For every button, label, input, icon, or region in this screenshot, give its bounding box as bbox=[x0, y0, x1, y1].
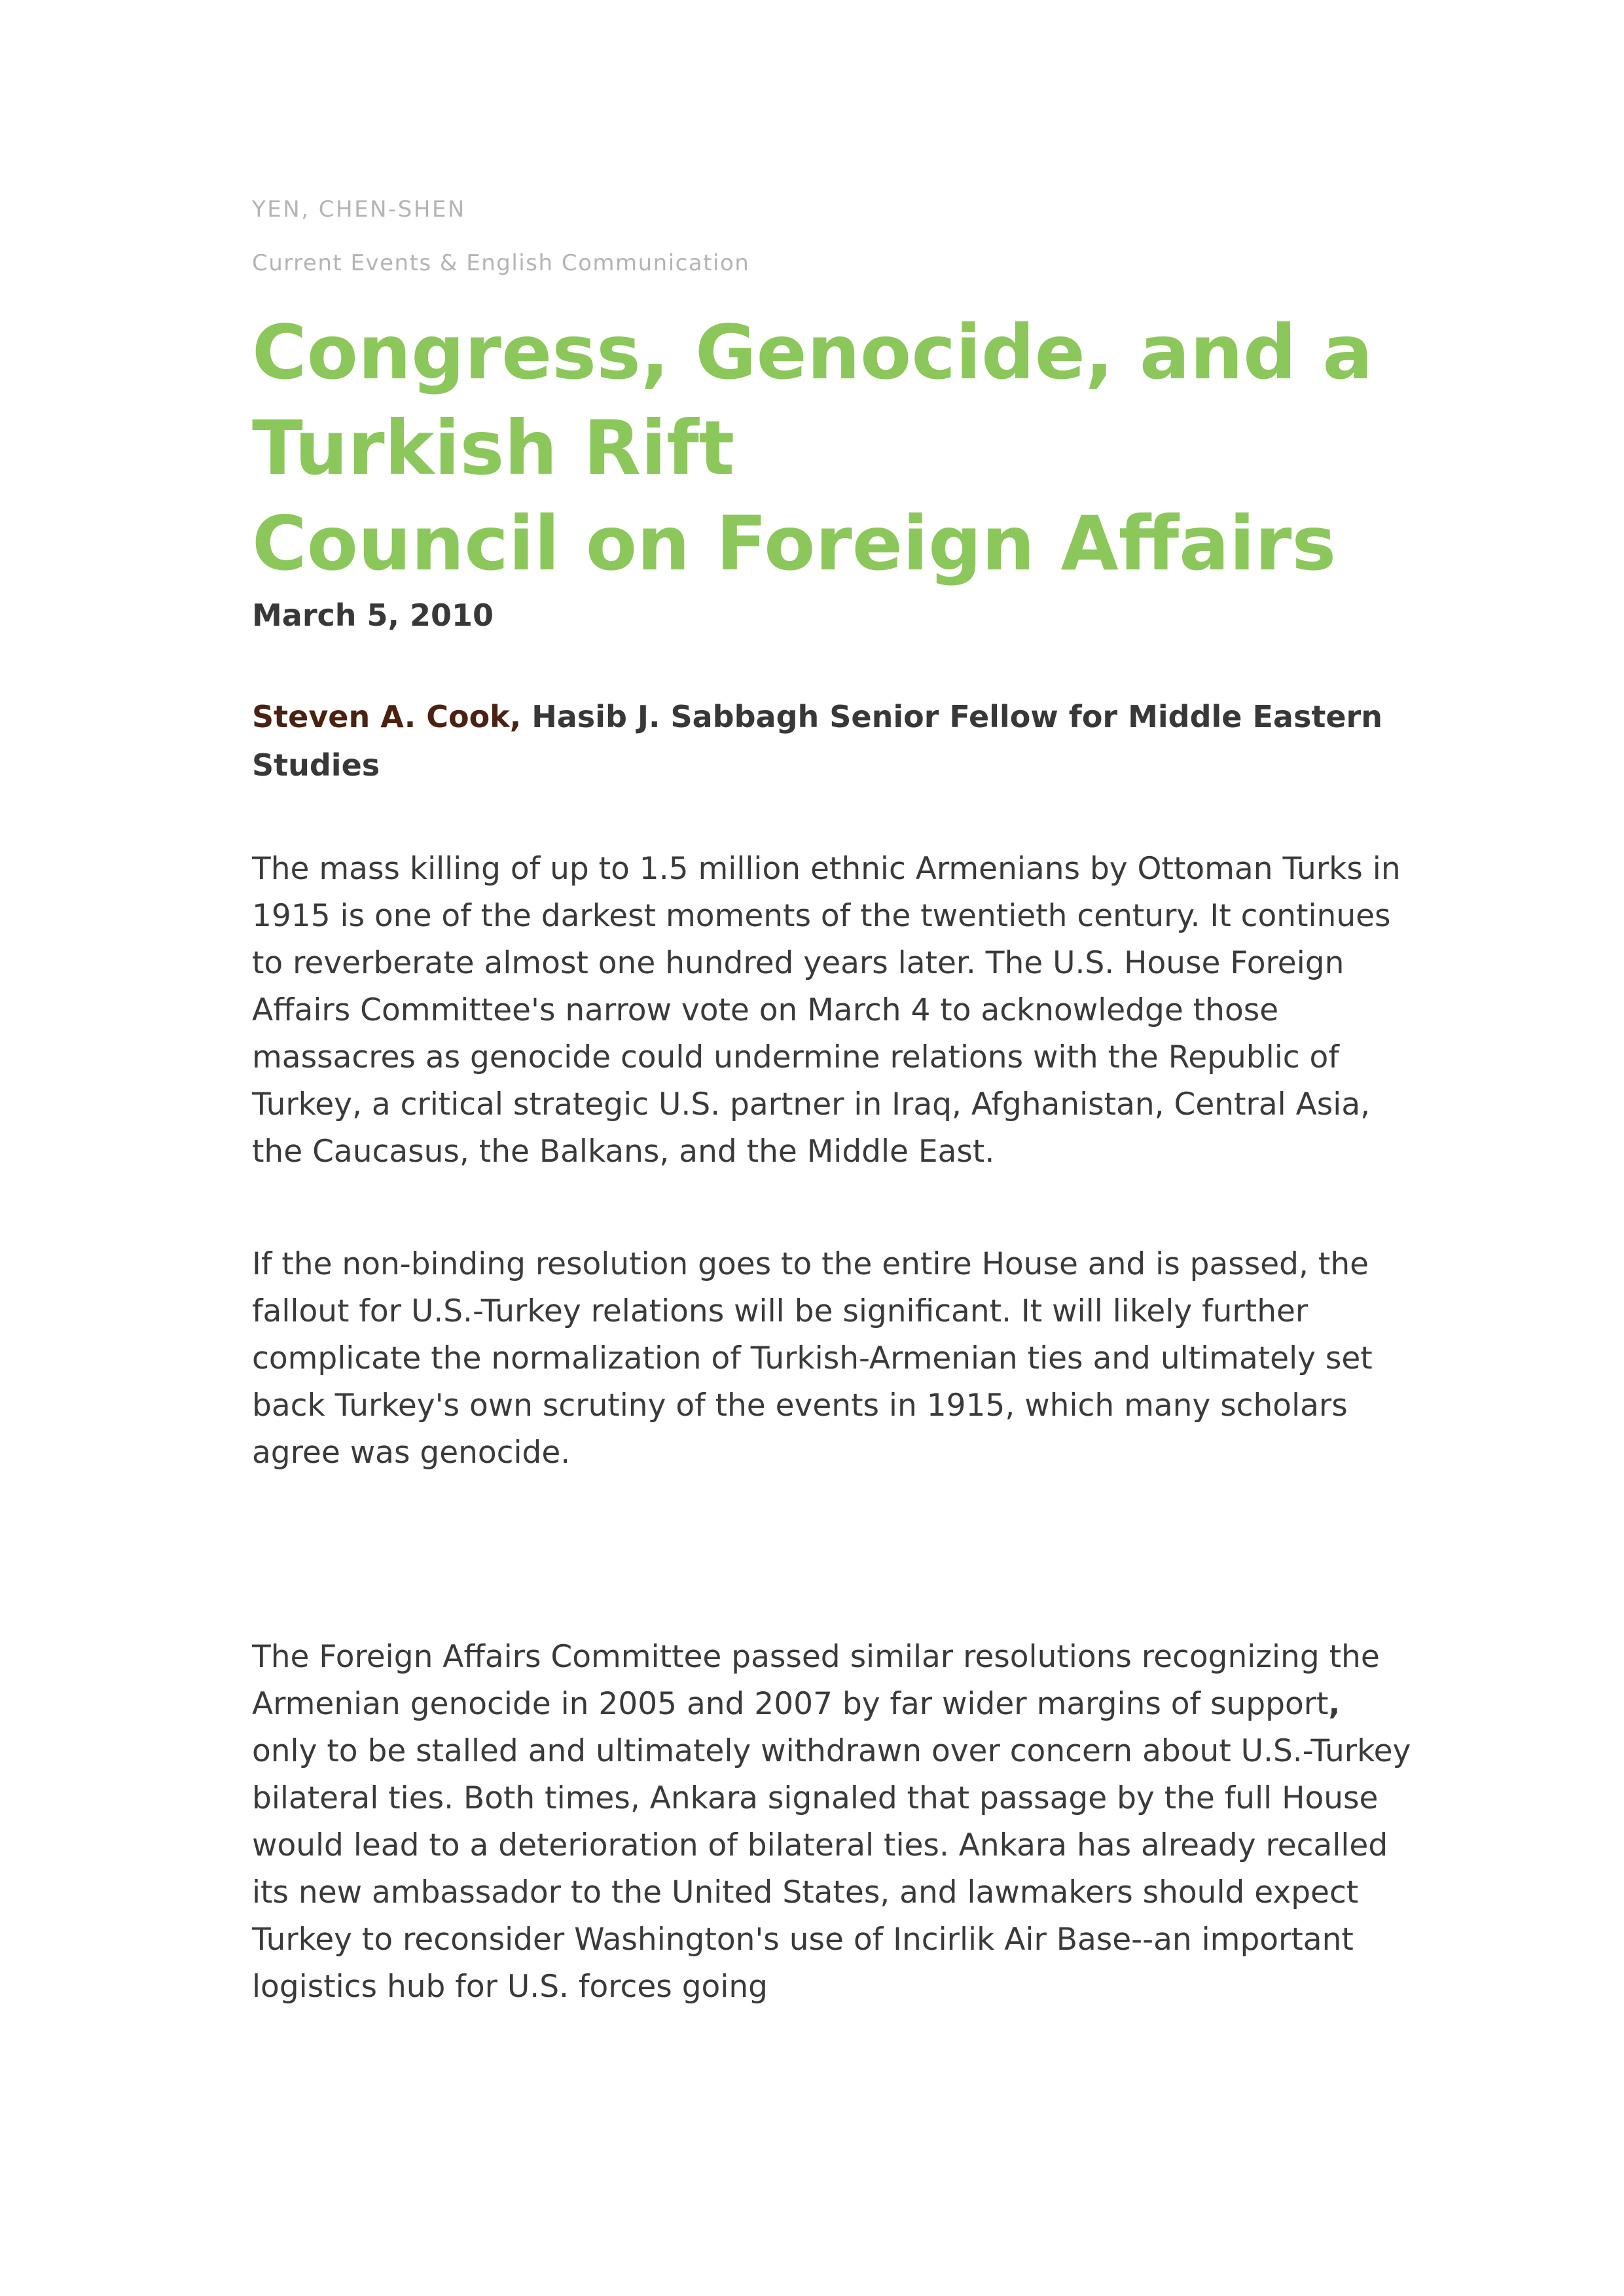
page-header-author: YEN, CHEN-SHEN bbox=[252, 196, 466, 223]
paragraph-3 bbox=[252, 1634, 1414, 2011]
article-title-line-2: Turkish Rift bbox=[252, 404, 735, 492]
document-content bbox=[252, 196, 1414, 2011]
paragraph-1: The mass killing of up to 1.5 million ethnic Armenians by Ottoman Turks in 1915 is one of the darkest moments of the twentieth century. It continues to reverberate almost one hundred years later. The U.S. House Foreign Affairs Committee's narrow vote on March 4 to acknowledge those massacres as genocide could undermine relations with the Republic of Turkey, a critical strategic U.S. partner in Iraq, Afghanistan, Central Asia, the Caucasus, the Balkans, and the Middle East. bbox=[252, 851, 1401, 1170]
paragraph-2: If the non-binding resolution goes to the entire House and is passed, the fallout for U.S.-Turkey relations will be significant. It will likely further complicate the normalization of Turkish-Armenian ties and ultimately set back Turkey's own scrutiny of the events in 1915, which many scholars agree was genocide. bbox=[252, 1246, 1373, 1471]
article-title-line-1: Congress, Genocide, and a bbox=[252, 309, 1373, 396]
byline-author-title: Hasib J. Sabbagh Senior Fellow for Middle Eastern Studies bbox=[252, 699, 1382, 783]
paragraph-3-part-1: The Foreign Affairs Committee passed similar resolutions recognizing the Armenian genocide in 2005 and 2007 by far wider margins of support bbox=[252, 1639, 1380, 1722]
byline-author-name: Steven A. Cook, bbox=[252, 699, 522, 734]
article-title-line-3: Council on Foreign Affairs bbox=[252, 500, 1337, 587]
article-date: March 5, 2010 bbox=[252, 598, 494, 633]
byline bbox=[252, 692, 1391, 789]
page-header-course: Current Events & English Communication bbox=[252, 250, 750, 276]
paragraph-3-part-2: only to be stalled and ultimately withdrawn over concern about U.S.-Turkey bilateral ties. Both times, Ankara signaled that passage by the full House would lead to a deterioration of bilateral ties. Ankara has already recalled its new ambassador to the United States, and lawmakers should expect Turkey to reconsider Washington's use of Incirlik Air Base--an important logistics hub for U.S. forces going bbox=[252, 1733, 1411, 2005]
paragraph-3-bold-comma: , bbox=[1328, 1686, 1341, 1722]
article-title bbox=[252, 305, 1414, 592]
